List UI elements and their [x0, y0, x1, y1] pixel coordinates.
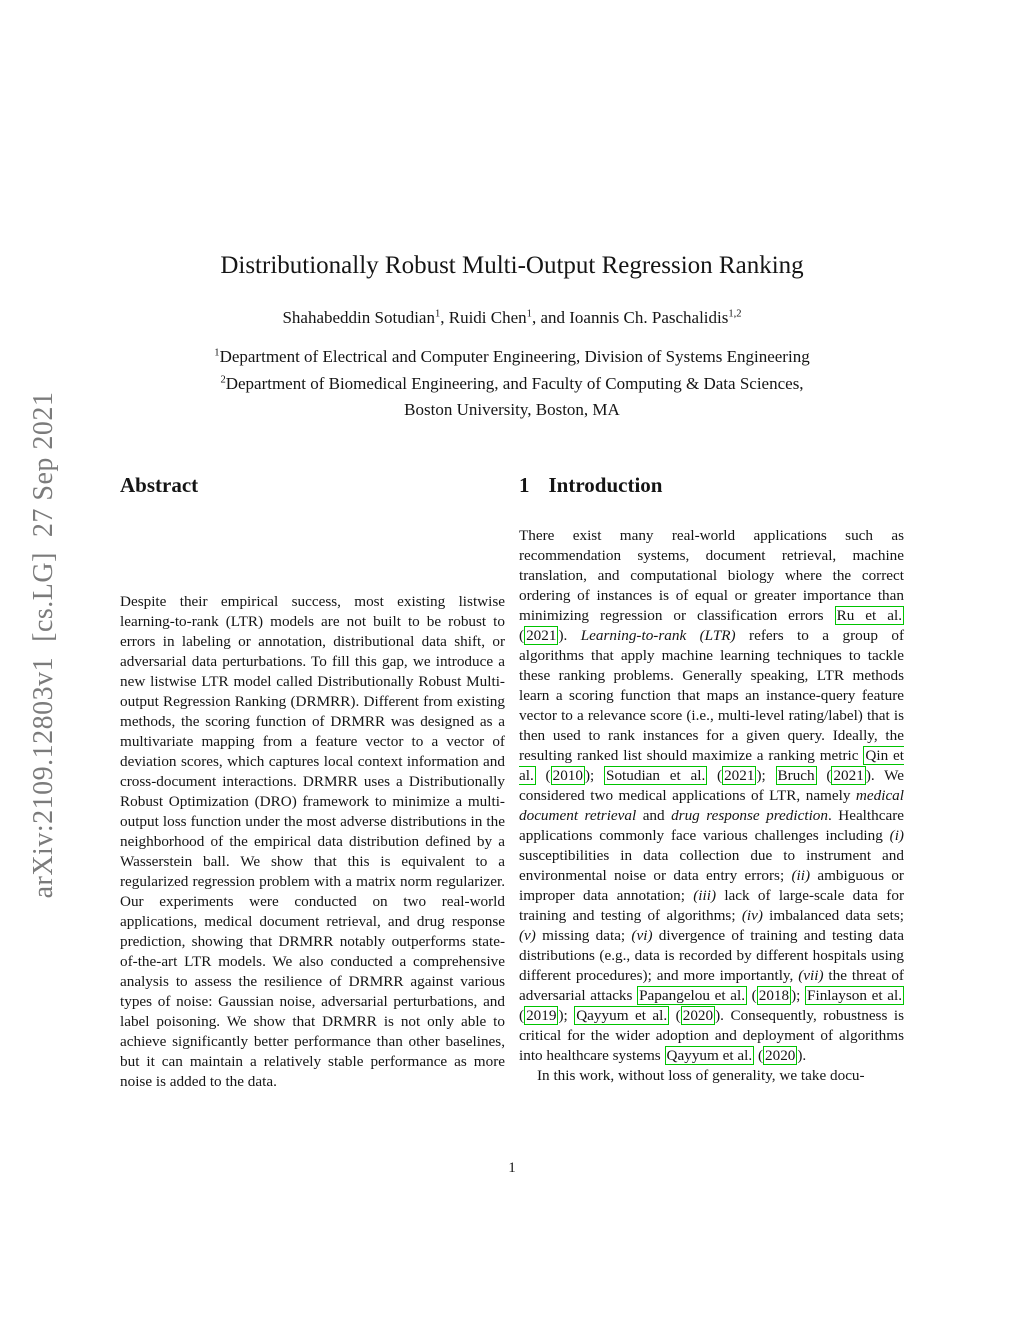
- introduction-body: [519, 526, 904, 1086]
- italic-text: drug response prediction: [671, 807, 828, 824]
- paper-title: Distributionally Robust Multi-Output Regression Ranking: [220, 252, 804, 279]
- citation-link[interactable]: Qayyum et al.: [576, 1007, 668, 1024]
- citation-link[interactable]: Finlayson et al.: [807, 987, 902, 1004]
- abstract-heading: Abstract: [120, 473, 199, 497]
- affiliation-line: $^2$Department of Biomedical Engineering, and Faculty of Computing & Data Sciences,: [220, 373, 804, 393]
- intro-paragraph: There exist many real-world applications such as recommendation systems, document retrieval, machine translation, and computational biology where the correct ordering of instances is of equal or greater importance than minimizing regression or classification errors Ru et al. ( 2021 ). Learning-to-rank (LTR) refers to a group of algorithms that apply machine learning techniques to tackle these ranking problems. Generally speaking, LTR methods learn a scoring function that maps an instance-query feature vector to a relevance score (i.e., multi-level rating/label) that is then used to rank instances for a given query. Ideally, the resulting ranked list should maximize a ranking metric Qin et al. ( 2010 ); Sotudian et al. ( 2021 ); Bruch ( 2021 ). We considered two medical applications of LTR, namely medical document retrieval and drug response prediction. Healthcare applications commonly face various challenges including (i) susceptibilities in data collection due to instrument and environmental noise or data entry errors; (ii) ambiguous or improper data annotation; (iii) lack of large-scale data for training and testing of algorithms; (iv) imbalanced data sets; (v) missing data; (vi) divergence of training and testing data distributions (e.g., data is recorded by different hospitals using different procedures); and more importantly, (vii) the threat of adversarial attacks Papangelou et al. ( 2018 ); Finlayson et al. ( 2019 ); Qayyum et al. ( 2020 ). Consequently, robustness is critical for the wider adoption and deployment of algorithms into healthcare systems Qayyum et al. ( 2020 ).: [519, 527, 905, 1064]
- citation-link[interactable]: 2021: [833, 767, 864, 784]
- italic-text: (iv): [741, 907, 763, 924]
- citation-link[interactable]: 2020: [765, 1047, 796, 1064]
- abstract-body: Despite their empirical success, most existing listwise learning-to-rank (LTR) models are not built to be robust to errors in labeling or annotation, distributional data shift, or adversarial data perturbations. To fill this gap, we introduce a new listwise LTR model called Distributionally Robust Multi-output Regression Ranking (DRMRR). Different from existing methods, the scoring function of DRMRR was designed as a multivariate mapping from a feature vector to a vector of deviation scores, which captures local context information and cross-document interactions. DRMRR uses a Distributionally Robust Optimization (DRO) framework to minimize a multi-output loss function under the most adverse distributions in the neighborhood of the empirical data distribution defined by a Wasserstein ball. We show that this is equivalent to a regularized regression problem with a matrix norm regularizer. Our experiments were conducted on two real-world applications, medical document retrieval, and drug response prediction, showing that DRMRR notably outperforms state-of-the-art LTR models. We also conducted a comprehensive analysis to assess the resilience of DRMRR against various types of noise: Gaussian noise, adversarial perturbations, and label poisoning. We show that DRMRR is not only able to achieve significantly better performance than other baselines, but it can maintain a relatively stable performance as more noise is added to the data.: [120, 593, 505, 1090]
- abstract-column: [120, 472, 505, 1092]
- two-column-body: [120, 472, 904, 1092]
- affiliations: [110, 344, 914, 424]
- citation-link[interactable]: 2020: [682, 1007, 714, 1024]
- citation-link[interactable]: 2021: [724, 767, 755, 784]
- italic-text: (i): [889, 827, 904, 844]
- citation-link[interactable]: 2021: [526, 627, 557, 644]
- page-footer: [0, 1160, 1024, 1177]
- italic-text: (vi): [631, 927, 653, 944]
- italic-text: medical document retrieval: [519, 787, 904, 824]
- paper-header: [110, 251, 914, 424]
- superscript: 2: [220, 373, 226, 385]
- intro-paragraph: In this work, without loss of generality, we take docu-: [537, 1067, 865, 1084]
- superscript: 1: [214, 347, 220, 359]
- italic-text: (vii): [798, 967, 824, 984]
- superscript: 1: [434, 308, 441, 320]
- citation-link[interactable]: Sotudian et al.: [606, 767, 706, 784]
- italic-text: (ii): [791, 867, 811, 884]
- italic-text: (iii): [693, 887, 717, 904]
- authors-line: Shahabeddin Sotudian$^1$, Ruidi Chen$^1$, and Ioannis Ch. Paschalidis$^{1,2}$: [282, 308, 742, 327]
- introduction-column: [519, 472, 904, 1092]
- page-number: 1: [508, 1160, 516, 1176]
- citation-link[interactable]: Papangelou et al.: [639, 987, 746, 1004]
- introduction-heading: [519, 472, 904, 498]
- section-number: 1: [519, 473, 530, 497]
- citation-link[interactable]: 2010: [552, 767, 583, 784]
- italic-text: Learning-to-rank (LTR): [580, 627, 736, 644]
- citation-link[interactable]: Bruch: [777, 767, 815, 784]
- italic-text: (v): [519, 927, 536, 944]
- section-title: Introduction: [548, 473, 663, 497]
- arxiv-watermark: arXiv:2109.12803v1 [cs.LG] 27 Sep 2021: [28, 391, 59, 899]
- citation-link[interactable]: Qayyum et al.: [666, 1047, 753, 1064]
- citation-link[interactable]: Qin et al.: [519, 747, 904, 784]
- citation-link[interactable]: 2019: [526, 1007, 557, 1024]
- affiliation-line: Boston University, Boston, MA: [404, 400, 620, 419]
- citation-link[interactable]: Ru et al.: [836, 607, 902, 624]
- superscript: 1: [526, 308, 532, 320]
- citation-link[interactable]: 2018: [758, 987, 790, 1004]
- affiliation-line: $^1$Department of Electrical and Computer Engineering, Division of Systems Engineering: [214, 347, 810, 366]
- superscript: 1,2: [728, 308, 742, 320]
